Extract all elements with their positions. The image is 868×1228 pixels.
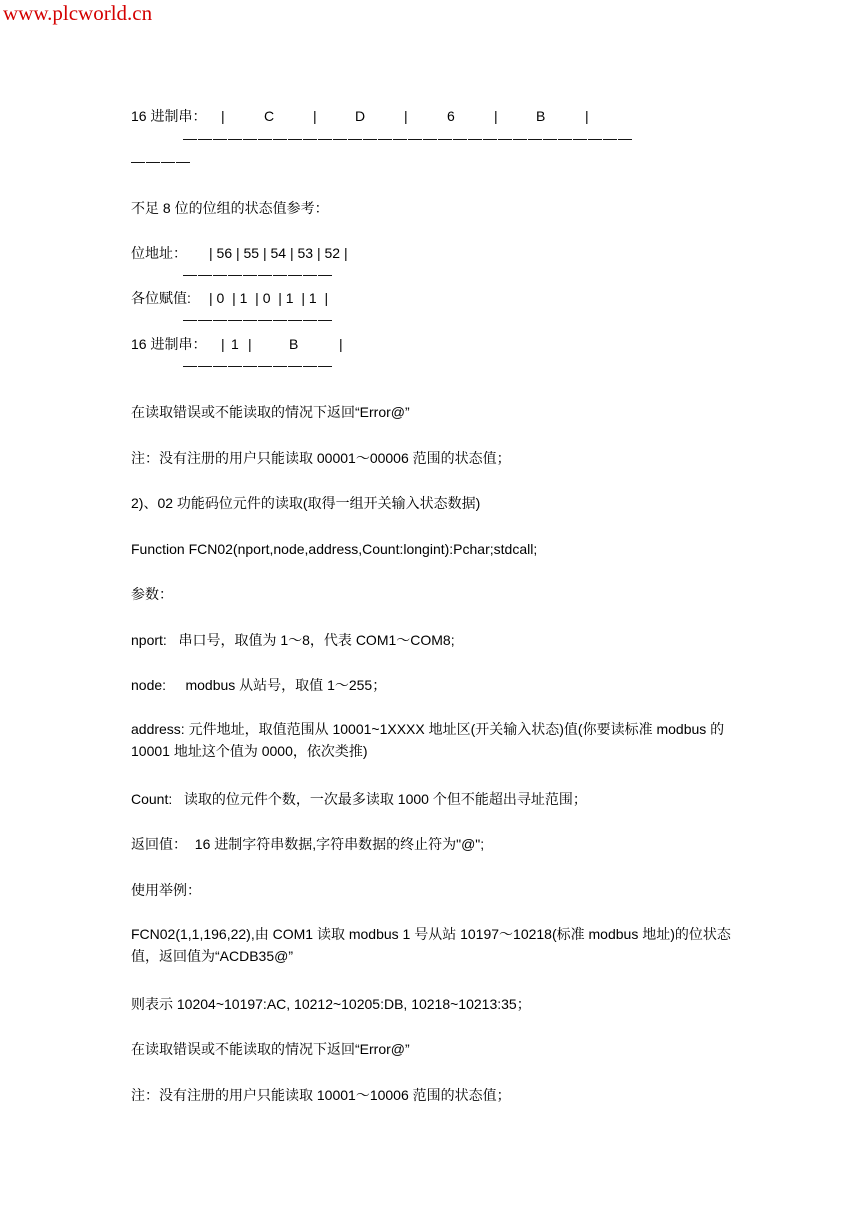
error-note: 在读取错误或不能读取的情况下返回“Error@” [131, 1041, 410, 1057]
error-note: 在读取错误或不能读取的情况下返回“Error@” [131, 404, 410, 420]
bit-assign-row [131, 289, 329, 307]
section-title: 2)、02 功能码位元件的读取(取得一组开关输入状态数据) [131, 495, 481, 511]
bit-assign-label: 各位赋值: [131, 290, 191, 306]
hex-cell: 6 [447, 108, 455, 124]
registration-note: 注：没有注册的用户只能读取 10001～10006 范围的状态值； [131, 1087, 511, 1103]
separator-rule: —————————— [183, 266, 333, 282]
hex-string-row [131, 107, 589, 125]
pipe-divider: | [221, 336, 225, 352]
registration-note: 注：没有注册的用户只能读取 00001～00006 范围的状态值； [131, 450, 511, 466]
pipe-divider: | [494, 108, 498, 124]
under8-note: 不足 8 位的位组的状态值参考： [131, 200, 329, 216]
bit-address-values: | 56 | 55 | 54 | 53 | 52 | [209, 245, 348, 261]
param-nport: nport: 串口号，取值为 1～8，代表 COM1～COM8; [131, 632, 455, 648]
param-node: node: modbus 从站号，取值 1～255； [131, 677, 387, 693]
example-text: FCN02(1,1,196,22),由 COM1 读取 modbus 1 号从站 10197～10218(标准 modbus 地址)的位状态值，返回值为“ACDB35@” [131, 926, 731, 964]
bit-address-row [131, 244, 348, 262]
param-count: Count: 读取的位元件个数，一次最多读取 1000 个但不能超出寻址范围； [131, 791, 587, 807]
hex-cell: C [264, 108, 275, 124]
pipe-divider: | [248, 336, 252, 352]
pipe-divider: | [313, 108, 317, 124]
example-label: 使用举例： [131, 882, 201, 898]
hex-row-label: 16 进制串： [131, 108, 207, 124]
pipe-divider: | [585, 108, 589, 124]
separator-rule: ———— [131, 153, 191, 169]
bit-address-label: 位地址： [131, 245, 187, 261]
hex-cell: B [289, 336, 299, 352]
param-address: address: 元件地址，取值范围从 10001~1XXXX 地址区(开关输入状态)值(你要读标准 modbus 的 10001 地址这个值为 0000，依次类推) [131, 721, 725, 759]
hex-cell: B [536, 108, 546, 124]
bit-hex-row [131, 335, 343, 353]
bit-hex-label: 16 进制串： [131, 336, 207, 352]
pipe-divider: | [339, 336, 343, 352]
watermark-url: www.plcworld.cn [3, 1, 153, 25]
separator-rule: —————————— [183, 311, 333, 327]
hex-cell: D [355, 108, 366, 124]
hex-cell: 1 [231, 336, 239, 352]
return-value: 返回值： 16 进制字符串数据,字符串数据的终止符为"@"; [131, 836, 485, 852]
bit-assign-values: | 0 | 1 | 0 | 1 | 1 | [209, 290, 329, 306]
pipe-divider: | [404, 108, 408, 124]
params-label: 参数： [131, 586, 173, 602]
example-meaning: 则表示 10204~10197:AC, 10212~10205:DB, 10218~10213:35； [131, 996, 531, 1012]
pipe-divider: | [221, 108, 225, 124]
separator-rule: —————————————————————————————— [183, 131, 633, 145]
function-signature: Function FCN02(nport,node,address,Count:longint):Pchar;stdcall; [131, 541, 538, 557]
separator-rule: —————————— [183, 357, 333, 373]
